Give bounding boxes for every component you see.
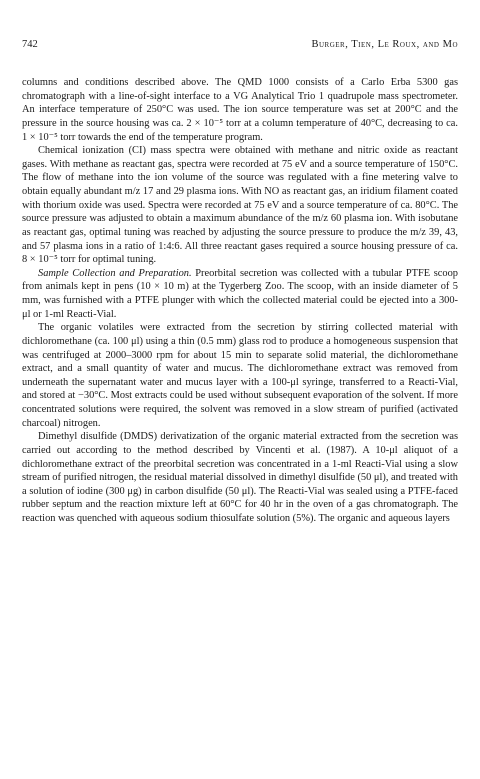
running-head: Burger, Tien, Le Roux, and Mo (311, 39, 458, 50)
paragraph-extraction: The organic volatiles were extracted from the secretion by stirring collected material with dichloromethane (ca. 100 μl) using a thin (0.5 mm) glass rod to produce a homogeneous suspension that was centrifuged at 2000–3000 rpm for about 15 min to separate solid material, the dichloromethane extract, and a small quantity of water and mucus. The dichloromethane extract was removed from underneath the supernatant water and mucus layer with a 100-μl syringe, transferred to a Reacti-Vial, and stored at −30°C. Most extracts could be used without subsequent evaporation of the solvent. If more concentrated solutions were required, the solvent was removed in a slow stream of purified (activated charcoal) nitrogen. (22, 322, 458, 429)
page-header (22, 39, 458, 53)
body-text (22, 76, 458, 526)
paragraph-sample-collection (22, 267, 458, 322)
paragraph-methods-continued: columns and conditions described above. The QMD 1000 consists of a Carlo Erba 5300 gas chromatograph with a line-of-sight interface to a VG Analytical Trio 1 quadrupole mass spectrometer. An interface temperature of 250°C was used. The ion source temperature was set at 200°C and the pressure in the source housing was ca. 2 × 10⁻⁵ torr at a column temperature of 40°C, decreasing to ca. 1 × 10⁻⁵ torr towards the end of the temperature program. (22, 77, 458, 143)
paragraph-dmds-derivatization: Dimethyl disulfide (DMDS) derivatization of the organic material extracted from the secretion was carried out according to the method described by Vincenti et al. (1987). A 10-μl aliquot of a dichloromethane extract of the preorbital secretion was concentrated in a 1-ml Reacti-Vial using a slow stream of purified nitrogen, the residual material dissolved in dimethyl disulfide (50 μl), and treated with a solution of iodine (300 μg) in carbon disulfide (50 μl). The Reacti-Vial was sealed using a PTFE-faced rubber septum and the reaction mixture left at 60°C for 40 hr in the oven of a gas chromatograph. The reaction was quenched with aqueous sodium thiosulfate solution (5%). The organic and aqueous layers (22, 431, 458, 524)
page-number: 742 (22, 39, 38, 50)
section-heading-sample-collection: Sample Collection and Preparation. (38, 267, 192, 279)
paragraph-sample-collection-text: Preorbital secretion was collected with a tubular PTFE scoop from animals kept in pens (10 × 10 m) at the Tygerberg Zoo. The scoop, with an inside diameter of 5 mm, was furnished with a PTFE plunger with which the collected material could be ejected into a 300-μl or 1-ml Reacti-Vial. (22, 267, 459, 320)
paragraph-chemical-ionization: Chemical ionization (CI) mass spectra were obtained with methane and nitric oxide as reactant gases. With methane as reactant gas, spectra were recorded at 75 eV and a source temperature of 150°C. The flow of methane into the ion volume of the source was regulated with a fine metering valve to obtain equally abundant m/z 17 and 29 plasma ions. With NO as reactant gas, an iridium filament coated with thorium oxide was used. Spectra were recorded at 75 eV and a source temperature of ca. 80°C. The source pressure was adjusted to obtain a maximum abundance of the m/z 60 plasma ion. With isobutane as reactant gas, optimal tuning was reached by adjusting the source pressure to produce the m/z 39, 43, and 57 plasma ions in a ratio of 1:4:6. All three reactant gases required a source housing pressure of ca. 8 × 10⁻⁵ torr for optimal tuning. (22, 145, 458, 266)
